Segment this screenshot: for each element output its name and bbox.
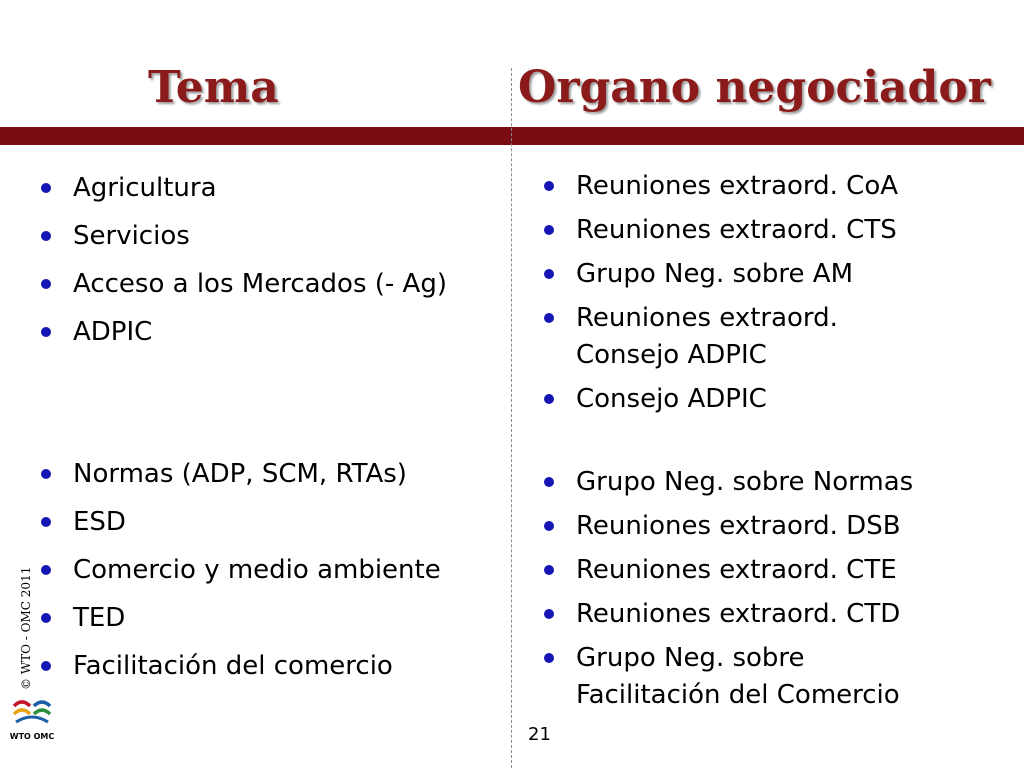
bullet-icon — [41, 469, 51, 479]
header-bar — [0, 127, 1024, 145]
list-item — [38, 648, 441, 696]
body-list-group-1 — [541, 168, 898, 425]
bullet-icon — [41, 517, 51, 527]
list-item — [541, 212, 898, 249]
list-item — [38, 504, 441, 552]
list-item-label: Reuniones extraord. Consejo ADPIC — [576, 303, 838, 370]
list-item-label: Facilitación del comercio — [73, 651, 393, 681]
list-item — [38, 266, 447, 314]
bullet-icon — [544, 565, 554, 575]
copyright-notice: © WTO - OMC 2011 — [19, 566, 33, 690]
bullet-icon — [544, 477, 554, 487]
bullet-icon — [41, 613, 51, 623]
body-list-group-2 — [541, 464, 913, 721]
list-item-label: Grupo Neg. sobre Normas — [576, 467, 914, 497]
topic-list-group-1 — [38, 170, 447, 362]
bullet-icon — [41, 661, 51, 671]
list-item-label: Consejo ADPIC — [576, 384, 767, 414]
list-item-label: TED — [73, 603, 126, 633]
list-item-label: Reuniones extraord. CTE — [576, 555, 897, 585]
list-item — [541, 640, 913, 714]
list-item-label: Acceso a los Mercados (- Ag) — [73, 269, 447, 299]
bullet-icon — [41, 279, 51, 289]
topic-list-group-2 — [38, 456, 441, 696]
bullet-icon — [544, 394, 554, 404]
bullet-icon — [544, 181, 554, 191]
list-item — [38, 552, 441, 600]
bullet-icon — [41, 183, 51, 193]
list-item-label: Reuniones extraord. CoA — [576, 171, 899, 201]
logo-caption: WTO OMC — [9, 732, 55, 741]
bullet-icon — [41, 327, 51, 337]
list-item-label: ADPIC — [73, 317, 153, 347]
list-item — [38, 218, 447, 266]
list-item — [541, 596, 913, 633]
page-number: 21 — [528, 724, 551, 745]
list-item-label: Grupo Neg. sobre Facilitación del Comercio — [576, 643, 900, 710]
list-item-label: Reuniones extraord. DSB — [576, 511, 901, 541]
bullet-icon — [544, 225, 554, 235]
list-item — [38, 456, 441, 504]
list-item — [541, 300, 898, 374]
negotiating-body-heading: Organo negociador — [518, 62, 991, 113]
list-item — [541, 552, 913, 589]
list-item — [541, 464, 913, 501]
bullet-icon — [544, 313, 554, 323]
column-divider — [511, 68, 512, 768]
list-item-label: Comercio y medio ambiente — [73, 555, 441, 585]
list-item-label: Agricultura — [73, 173, 217, 203]
list-item — [541, 381, 898, 418]
list-item-label: Normas (ADP, SCM, RTAs) — [73, 459, 407, 489]
list-item — [38, 600, 441, 648]
topic-heading: Tema — [148, 62, 279, 113]
list-item-label: Reuniones extraord. CTD — [576, 599, 901, 629]
list-item-label: Servicios — [73, 221, 190, 251]
bullet-icon — [41, 565, 51, 575]
list-item — [38, 314, 447, 362]
list-item-label: ESD — [73, 507, 126, 537]
list-item — [38, 170, 447, 218]
bullet-icon — [544, 653, 554, 663]
list-item — [541, 256, 898, 293]
list-item-label: Grupo Neg. sobre AM — [576, 259, 854, 289]
bullet-icon — [41, 231, 51, 241]
bullet-icon — [544, 521, 554, 531]
bullet-icon — [544, 609, 554, 619]
list-item-label: Reuniones extraord. CTS — [576, 215, 897, 245]
list-item — [541, 508, 913, 545]
bullet-icon — [544, 269, 554, 279]
list-item — [541, 168, 898, 205]
